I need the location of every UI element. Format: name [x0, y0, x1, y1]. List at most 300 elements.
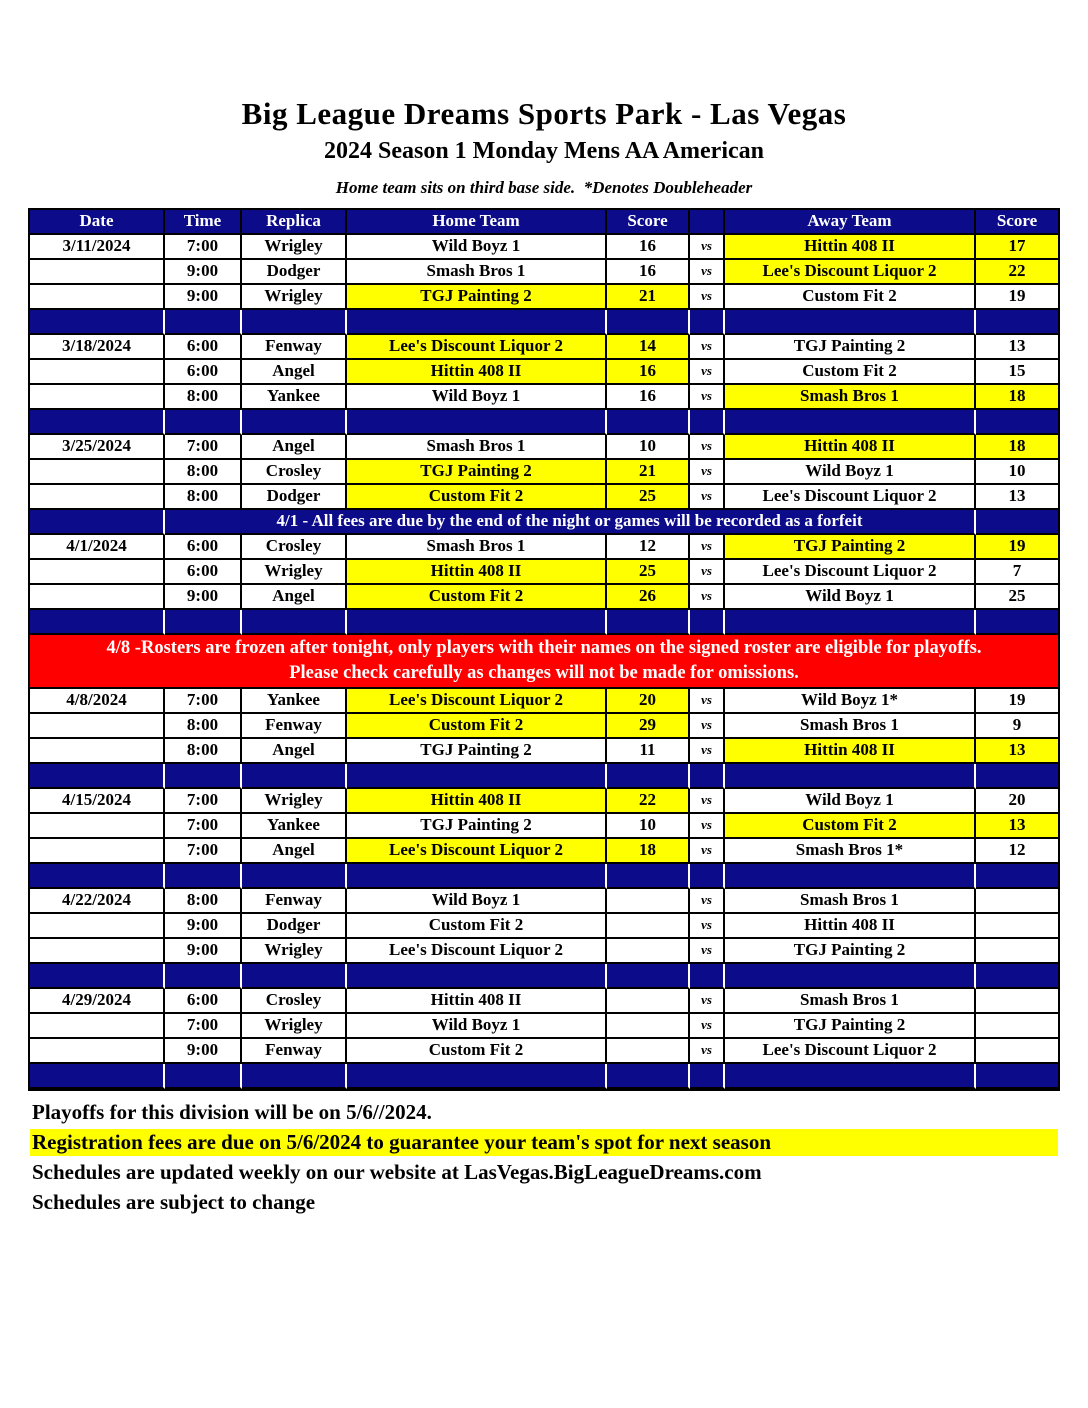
time-cell: 7:00 [165, 689, 242, 714]
away-score-cell [976, 889, 1058, 914]
game-row [30, 535, 1058, 560]
home-team-cell: Custom Fit 2 [347, 914, 607, 939]
time-cell: 9:00 [165, 260, 242, 285]
replica-cell: Wrigley [242, 1014, 347, 1039]
separator-cell [725, 310, 976, 335]
replica-cell: Wrigley [242, 235, 347, 260]
separator-cell [607, 1064, 690, 1089]
replica-cell: Wrigley [242, 939, 347, 964]
separator-cell [30, 1064, 165, 1089]
home-score-cell: 10 [607, 435, 690, 460]
game-row [30, 889, 1058, 914]
roster-freeze-notice-line: 4/8 -Rosters are frozen after tonight, only players with their names on the signed roster are eligible for playoffs. [106, 637, 982, 658]
replica-cell: Crosley [242, 460, 347, 485]
separator-row [30, 410, 1058, 435]
separator-cell [725, 1064, 976, 1089]
away-score-cell: 13 [976, 335, 1058, 360]
separator-cell [607, 964, 690, 989]
away-score-cell: 20 [976, 789, 1058, 814]
game-row [30, 1039, 1058, 1064]
time-cell: 7:00 [165, 839, 242, 864]
vs-cell: vs [690, 1014, 725, 1039]
home-team-cell: Smash Bros 1 [347, 535, 607, 560]
away-score-cell: 19 [976, 285, 1058, 310]
away-score-cell: 19 [976, 689, 1058, 714]
game-row [30, 485, 1058, 510]
replica-cell: Angel [242, 360, 347, 385]
time-cell: 6:00 [165, 335, 242, 360]
replica-cell: Dodger [242, 485, 347, 510]
away-team-cell: Hittin 408 II [725, 235, 976, 260]
home-team-cell: Wild Boyz 1 [347, 1014, 607, 1039]
date-cell [30, 560, 165, 585]
vs-cell: vs [690, 814, 725, 839]
column-header-vs [690, 210, 725, 235]
separator-cell [690, 964, 725, 989]
game-row [30, 335, 1058, 360]
date-cell: 3/11/2024 [30, 235, 165, 260]
home-score-cell: 21 [607, 285, 690, 310]
replica-cell: Yankee [242, 385, 347, 410]
away-score-cell: 13 [976, 485, 1058, 510]
date-cell: 4/15/2024 [30, 789, 165, 814]
column-header-away-score: Score [976, 210, 1058, 235]
away-score-cell: 13 [976, 814, 1058, 839]
date-cell [30, 360, 165, 385]
separator-cell [690, 764, 725, 789]
footer-registration-note: Registration fees are due on 5/6/2024 to guarantee your team's spot for next season [30, 1129, 1058, 1156]
away-score-cell: 18 [976, 435, 1058, 460]
away-team-cell: Smash Bros 1 [725, 714, 976, 739]
home-score-cell: 29 [607, 714, 690, 739]
separator-row [30, 764, 1058, 789]
vs-cell: vs [690, 285, 725, 310]
vs-cell: vs [690, 1039, 725, 1064]
separator-cell [30, 610, 165, 635]
date-cell: 4/29/2024 [30, 989, 165, 1014]
replica-cell: Crosley [242, 535, 347, 560]
home-score-cell [607, 1039, 690, 1064]
replica-cell: Crosley [242, 989, 347, 1014]
home-score-cell: 11 [607, 739, 690, 764]
home-score-cell: 21 [607, 460, 690, 485]
away-team-cell: Lee's Discount Liquor 2 [725, 260, 976, 285]
separator-cell [347, 410, 607, 435]
game-row [30, 385, 1058, 410]
separator-cell [242, 310, 347, 335]
separator-cell [976, 864, 1058, 889]
home-score-cell: 14 [607, 335, 690, 360]
replica-cell: Angel [242, 435, 347, 460]
home-team-cell: Custom Fit 2 [347, 714, 607, 739]
away-score-cell: 13 [976, 739, 1058, 764]
away-score-cell [976, 914, 1058, 939]
home-team-cell: Hittin 408 II [347, 989, 607, 1014]
date-cell: 4/22/2024 [30, 889, 165, 914]
away-team-cell: Lee's Discount Liquor 2 [725, 560, 976, 585]
away-team-cell: Smash Bros 1* [725, 839, 976, 864]
replica-cell: Angel [242, 839, 347, 864]
away-score-cell: 9 [976, 714, 1058, 739]
time-cell: 7:00 [165, 435, 242, 460]
time-cell: 6:00 [165, 560, 242, 585]
home-team-cell: Hittin 408 II [347, 360, 607, 385]
vs-cell: vs [690, 435, 725, 460]
away-score-cell: 22 [976, 260, 1058, 285]
date-cell [30, 914, 165, 939]
away-score-cell: 15 [976, 360, 1058, 385]
separator-cell [725, 864, 976, 889]
game-row [30, 560, 1058, 585]
home-team-cell: TGJ Painting 2 [347, 739, 607, 764]
away-team-cell: Hittin 408 II [725, 435, 976, 460]
game-row [30, 739, 1058, 764]
away-team-cell: Wild Boyz 1 [725, 789, 976, 814]
replica-cell: Angel [242, 585, 347, 610]
away-team-cell: Hittin 408 II [725, 739, 976, 764]
game-row [30, 360, 1058, 385]
separator-cell [165, 764, 242, 789]
home-team-cell: Custom Fit 2 [347, 485, 607, 510]
game-row [30, 260, 1058, 285]
home-score-cell [607, 914, 690, 939]
separator-cell [30, 864, 165, 889]
separator-row [30, 964, 1058, 989]
away-team-cell: Wild Boyz 1 [725, 460, 976, 485]
date-cell [30, 285, 165, 310]
away-team-cell: Lee's Discount Liquor 2 [725, 485, 976, 510]
footer-playoffs-note: Playoffs for this division will be on 5/6//2024. [32, 1099, 432, 1124]
separator-cell [976, 964, 1058, 989]
page-tagline: Home team sits on third base side. *Denotes Doubleheader [335, 177, 753, 197]
separator-cell [725, 610, 976, 635]
separator-cell [976, 310, 1058, 335]
game-row [30, 435, 1058, 460]
away-team-cell: Lee's Discount Liquor 2 [725, 1039, 976, 1064]
separator-cell [30, 410, 165, 435]
away-score-cell: 12 [976, 839, 1058, 864]
time-cell: 9:00 [165, 285, 242, 310]
time-cell: 8:00 [165, 385, 242, 410]
vs-cell: vs [690, 535, 725, 560]
home-score-cell: 22 [607, 789, 690, 814]
time-cell: 8:00 [165, 889, 242, 914]
separator-cell [347, 764, 607, 789]
separator-cell [690, 1064, 725, 1089]
replica-cell: Dodger [242, 260, 347, 285]
page-title: Big League Dreams Sports Park - Las Vegas [241, 96, 847, 131]
time-cell: 6:00 [165, 360, 242, 385]
separator-cell [347, 964, 607, 989]
home-team-cell: Custom Fit 2 [347, 1039, 607, 1064]
vs-cell: vs [690, 939, 725, 964]
vs-cell: vs [690, 485, 725, 510]
banner-score-spacer [976, 510, 1058, 535]
vs-cell: vs [690, 989, 725, 1014]
game-row [30, 585, 1058, 610]
home-team-cell: Wild Boyz 1 [347, 385, 607, 410]
game-row [30, 1014, 1058, 1039]
away-team-cell: TGJ Painting 2 [725, 335, 976, 360]
table-header-row [30, 210, 1058, 235]
away-score-cell: 7 [976, 560, 1058, 585]
separator-cell [725, 964, 976, 989]
separator-cell [242, 964, 347, 989]
separator-cell [976, 1064, 1058, 1089]
vs-cell: vs [690, 335, 725, 360]
home-team-cell: Custom Fit 2 [347, 585, 607, 610]
column-header-away-team: Away Team [725, 210, 976, 235]
home-score-cell: 16 [607, 360, 690, 385]
separator-cell [607, 310, 690, 335]
away-team-cell: TGJ Painting 2 [725, 1014, 976, 1039]
date-cell [30, 485, 165, 510]
separator-cell [725, 410, 976, 435]
replica-cell: Wrigley [242, 560, 347, 585]
game-row [30, 789, 1058, 814]
separator-row [30, 310, 1058, 335]
home-score-cell: 16 [607, 235, 690, 260]
home-score-cell: 20 [607, 689, 690, 714]
away-score-cell: 18 [976, 385, 1058, 410]
vs-cell: vs [690, 789, 725, 814]
separator-cell [242, 864, 347, 889]
away-team-cell: Smash Bros 1 [725, 385, 976, 410]
date-cell: 4/8/2024 [30, 689, 165, 714]
vs-cell: vs [690, 914, 725, 939]
home-score-cell [607, 989, 690, 1014]
vs-cell: vs [690, 839, 725, 864]
away-score-cell: 25 [976, 585, 1058, 610]
separator-cell [976, 610, 1058, 635]
separator-cell [165, 410, 242, 435]
replica-cell: Angel [242, 739, 347, 764]
home-team-cell: Smash Bros 1 [347, 260, 607, 285]
date-cell [30, 460, 165, 485]
home-team-cell: TGJ Painting 2 [347, 814, 607, 839]
away-team-cell: TGJ Painting 2 [725, 535, 976, 560]
date-cell [30, 385, 165, 410]
vs-cell: vs [690, 560, 725, 585]
date-cell [30, 585, 165, 610]
home-score-cell: 25 [607, 560, 690, 585]
away-score-cell [976, 1014, 1058, 1039]
replica-cell: Fenway [242, 1039, 347, 1064]
date-cell [30, 739, 165, 764]
away-score-cell: 17 [976, 235, 1058, 260]
home-score-cell: 18 [607, 839, 690, 864]
away-team-cell: Wild Boyz 1 [725, 585, 976, 610]
home-team-cell: Hittin 408 II [347, 789, 607, 814]
home-score-cell: 25 [607, 485, 690, 510]
vs-cell: vs [690, 889, 725, 914]
away-team-cell: Hittin 408 II [725, 914, 976, 939]
game-row [30, 235, 1058, 260]
separator-cell [165, 610, 242, 635]
replica-cell: Yankee [242, 689, 347, 714]
separator-row [30, 864, 1058, 889]
replica-cell: Yankee [242, 814, 347, 839]
footer-subject-to-change-note: Schedules are subject to change [32, 1189, 316, 1214]
home-team-cell: TGJ Painting 2 [347, 285, 607, 310]
roster-freeze-notice-line: Please check carefully as changes will not be made for omissions. [289, 662, 799, 683]
away-team-cell: Custom Fit 2 [725, 285, 976, 310]
time-cell: 8:00 [165, 714, 242, 739]
home-score-cell [607, 889, 690, 914]
home-team-cell: TGJ Painting 2 [347, 460, 607, 485]
separator-row [30, 1064, 1058, 1089]
separator-cell [607, 864, 690, 889]
separator-cell [30, 964, 165, 989]
home-score-cell [607, 939, 690, 964]
separator-cell [165, 1064, 242, 1089]
home-score-cell: 16 [607, 385, 690, 410]
time-cell: 7:00 [165, 814, 242, 839]
time-cell: 8:00 [165, 485, 242, 510]
vs-cell: vs [690, 585, 725, 610]
date-cell [30, 714, 165, 739]
game-row [30, 460, 1058, 485]
home-team-cell: Hittin 408 II [347, 560, 607, 585]
replica-cell: Fenway [242, 714, 347, 739]
time-cell: 8:00 [165, 460, 242, 485]
schedule-table [28, 208, 1060, 1091]
replica-cell: Wrigley [242, 285, 347, 310]
separator-cell [242, 410, 347, 435]
vs-cell: vs [690, 260, 725, 285]
home-team-cell: Lee's Discount Liquor 2 [347, 689, 607, 714]
home-team-cell: Wild Boyz 1 [347, 235, 607, 260]
away-team-cell: Smash Bros 1 [725, 889, 976, 914]
separator-cell [165, 310, 242, 335]
separator-cell [690, 610, 725, 635]
time-cell: 6:00 [165, 989, 242, 1014]
home-score-cell [607, 1014, 690, 1039]
vs-cell: vs [690, 714, 725, 739]
home-score-cell: 12 [607, 535, 690, 560]
away-team-cell: TGJ Painting 2 [725, 939, 976, 964]
separator-cell [242, 610, 347, 635]
vs-cell: vs [690, 235, 725, 260]
game-row [30, 285, 1058, 310]
time-cell: 9:00 [165, 914, 242, 939]
separator-cell [165, 964, 242, 989]
separator-cell [976, 410, 1058, 435]
game-row [30, 989, 1058, 1014]
separator-cell [30, 764, 165, 789]
page-subtitle: 2024 Season 1 Monday Mens AA American [323, 137, 764, 164]
separator-row [30, 610, 1058, 635]
vs-cell: vs [690, 739, 725, 764]
game-row [30, 914, 1058, 939]
replica-cell: Fenway [242, 335, 347, 360]
date-cell [30, 839, 165, 864]
away-team-cell: Smash Bros 1 [725, 989, 976, 1014]
game-row [30, 814, 1058, 839]
separator-cell [30, 310, 165, 335]
home-score-cell: 16 [607, 260, 690, 285]
away-team-cell: Custom Fit 2 [725, 814, 976, 839]
banner-date-spacer [30, 510, 165, 535]
home-team-cell: Lee's Discount Liquor 2 [347, 839, 607, 864]
home-team-cell: Lee's Discount Liquor 2 [347, 335, 607, 360]
separator-cell [347, 310, 607, 335]
time-cell: 7:00 [165, 789, 242, 814]
column-header-date: Date [30, 210, 165, 235]
separator-cell [347, 864, 607, 889]
date-cell [30, 260, 165, 285]
away-team-cell: Wild Boyz 1* [725, 689, 976, 714]
date-cell [30, 939, 165, 964]
home-score-cell: 10 [607, 814, 690, 839]
separator-cell [607, 764, 690, 789]
vs-cell: vs [690, 460, 725, 485]
replica-cell: Dodger [242, 914, 347, 939]
replica-cell: Fenway [242, 889, 347, 914]
column-header-replica: Replica [242, 210, 347, 235]
vs-cell: vs [690, 385, 725, 410]
away-score-cell [976, 1039, 1058, 1064]
time-cell: 7:00 [165, 235, 242, 260]
banner-text: 4/1 - All fees are due by the end of the night or games will be recorded as a forfeit [165, 510, 976, 535]
away-score-cell: 10 [976, 460, 1058, 485]
away-score-cell: 19 [976, 535, 1058, 560]
vs-cell: vs [690, 360, 725, 385]
home-score-cell: 26 [607, 585, 690, 610]
roster-freeze-notice [30, 635, 1058, 689]
game-row [30, 714, 1058, 739]
separator-cell [165, 864, 242, 889]
separator-cell [347, 1064, 607, 1089]
separator-cell [242, 764, 347, 789]
date-cell [30, 1014, 165, 1039]
date-cell: 3/25/2024 [30, 435, 165, 460]
column-header-home-score: Score [607, 210, 690, 235]
schedule-rows [30, 235, 1058, 1089]
date-cell: 3/18/2024 [30, 335, 165, 360]
vs-cell: vs [690, 689, 725, 714]
time-cell: 9:00 [165, 1039, 242, 1064]
home-team-cell: Lee's Discount Liquor 2 [347, 939, 607, 964]
time-cell: 9:00 [165, 585, 242, 610]
footer-notes [30, 1099, 1060, 1216]
date-cell [30, 1039, 165, 1064]
date-cell: 4/1/2024 [30, 535, 165, 560]
column-header-time: Time [165, 210, 242, 235]
footer-website-note: Schedules are updated weekly on our website at LasVegas.BigLeagueDreams.com [32, 1159, 762, 1184]
replica-cell: Wrigley [242, 789, 347, 814]
time-cell: 9:00 [165, 939, 242, 964]
separator-cell [607, 410, 690, 435]
game-row [30, 839, 1058, 864]
away-team-cell: Custom Fit 2 [725, 360, 976, 385]
separator-cell [976, 764, 1058, 789]
time-cell: 6:00 [165, 535, 242, 560]
game-row [30, 689, 1058, 714]
time-cell: 7:00 [165, 1014, 242, 1039]
home-team-cell: Smash Bros 1 [347, 435, 607, 460]
column-header-home-team: Home Team [347, 210, 607, 235]
game-row [30, 939, 1058, 964]
separator-cell [690, 864, 725, 889]
separator-cell [725, 764, 976, 789]
fees-banner-row [30, 510, 1058, 535]
away-score-cell [976, 989, 1058, 1014]
separator-cell [607, 610, 690, 635]
time-cell: 8:00 [165, 739, 242, 764]
separator-cell [690, 310, 725, 335]
separator-cell [690, 410, 725, 435]
